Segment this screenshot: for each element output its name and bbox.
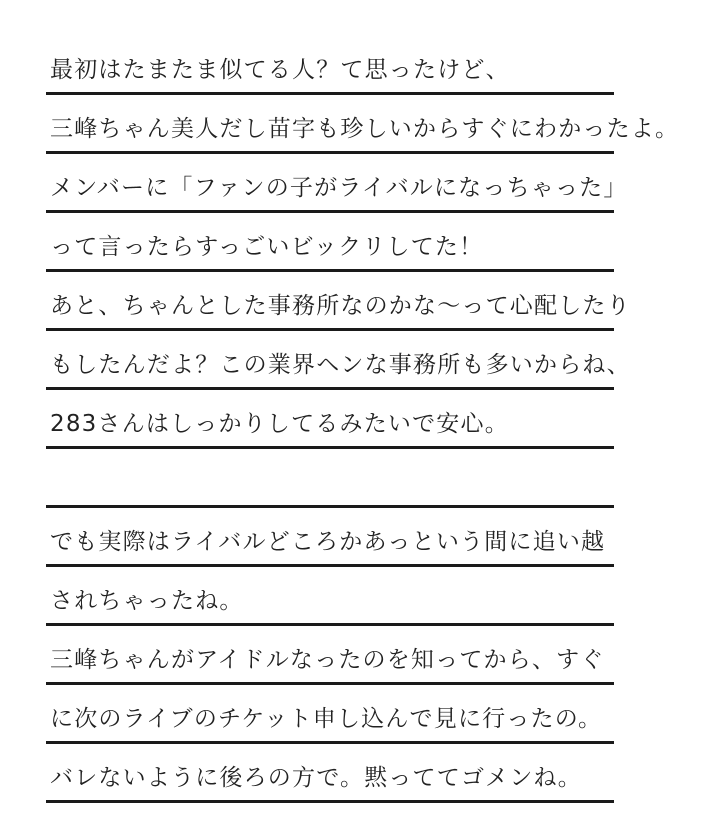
ruled-line: [46, 800, 614, 803]
letter-line: に次のライブのチケット申し込んで見に行ったの。: [50, 706, 603, 732]
letter-line: バレないように後ろの方で。黙っててゴメンね。: [50, 765, 582, 791]
ruled-line: [46, 92, 614, 95]
ruled-line: [46, 269, 614, 272]
letter-line: あと、ちゃんとした事務所なのかな～って心配したり: [50, 293, 631, 319]
ruled-line: [46, 741, 614, 744]
ruled-line: [46, 564, 614, 567]
ruled-line: [46, 328, 614, 331]
letter-line: 283さんはしっかりしてるみたいで安心。: [50, 411, 509, 437]
letter-line: 三峰ちゃん美人だし苗字も珍しいからすぐにわかったよ。: [50, 116, 680, 142]
ruled-line: [46, 623, 614, 626]
ruled-line: [46, 210, 614, 213]
letter-line: 最初はたまたま似てる人？て思ったけど、: [50, 57, 510, 83]
ruled-line: [46, 446, 614, 449]
ruled-line: [46, 505, 614, 508]
letter-line: でも実際はライバルどころかあっという間に追い越: [50, 529, 606, 555]
ruled-line: [46, 387, 614, 390]
letter-line: メンバーに「ファンの子がライバルになっちゃった」: [50, 175, 628, 201]
letter-line: されちゃったね。: [50, 588, 244, 614]
ruled-line: [46, 682, 614, 685]
ruled-line: [46, 151, 614, 154]
letter-line: って言ったらすっごいビックリしてた！: [50, 234, 484, 260]
letter-line: もしたんだよ？この業界ヘンな事務所も多いからね、: [50, 352, 631, 378]
letter-line: 三峰ちゃんがアイドルなったのを知ってから、すぐ: [50, 647, 605, 673]
